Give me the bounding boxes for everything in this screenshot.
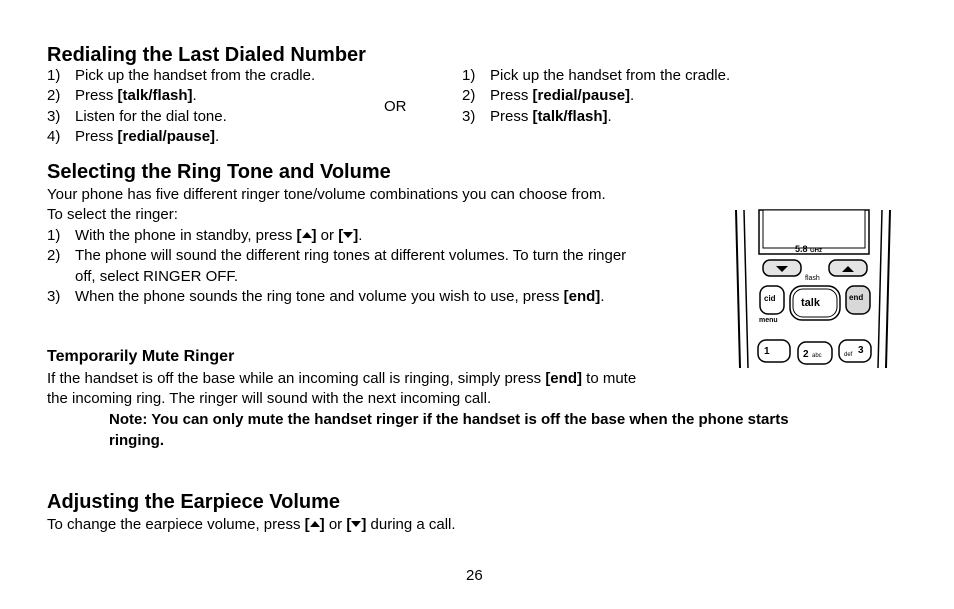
down-arrow-icon (351, 521, 361, 527)
or-separator: OR (384, 98, 407, 115)
ring-tone-intro: Your phone has five different ringer tone/volume combinations you can choose from. (47, 186, 606, 203)
list-item: 2) The phone will sound the different ring tones at different volumes. To turn the ringer off, select RINGER OFF. (47, 247, 627, 285)
band-unit: GHz (810, 248, 822, 254)
section-title-earpiece: Adjusting the Earpiece Volume (47, 491, 341, 513)
to-select-label: To select the ringer: (47, 206, 178, 223)
up-arrow-icon (302, 232, 312, 238)
mute-note: Note: You can only mute the handset ringer if the handset is off the base when the phone starts ringing. (109, 411, 789, 449)
svg-text:abc: abc (812, 353, 822, 359)
down-arrow-icon (343, 232, 353, 238)
list-item: 3) Listen for the dial tone. (47, 107, 227, 125)
svg-text:2: 2 (803, 349, 809, 360)
list-item: 2) Press [redial/pause]. (462, 87, 635, 105)
up-arrow-icon (310, 521, 320, 527)
band-label: 5.8 (795, 244, 808, 254)
handset-illustration (733, 208, 897, 368)
list-item: 4) Press [redial/pause]. (47, 127, 220, 145)
list-item: 3) Press [talk/flash]. (462, 107, 612, 125)
list-item: 1) Pick up the handset from the cradle. (462, 67, 731, 84)
mute-text-line2: the incoming ring. The ringer will sound with the next incoming call. (47, 390, 492, 407)
section-title-ring-tone: Selecting the Ring Tone and Volume (47, 161, 391, 183)
redial-steps-right (462, 66, 802, 127)
svg-text:1: 1 (764, 346, 770, 357)
mute-text-line1: If the handset is off the base while an incoming call is ringing, simply press [end] to mute (47, 370, 637, 387)
earpiece-text: To change the earpiece volume, press [ ] or [ ] during a call. (47, 516, 456, 533)
list-item: 3) When the phone sounds the ring tone and volume you wish to use, press [end]. (47, 287, 605, 305)
flash-label: flash (805, 275, 820, 282)
section-title-redialing: Redialing the Last Dialed Number (47, 44, 366, 66)
subsection-title-mute: Temporarily Mute Ringer (47, 348, 235, 365)
svg-text:def: def (844, 352, 853, 358)
page-number: 26 (466, 567, 483, 584)
svg-text:3: 3 (858, 345, 864, 356)
list-item: 1) With the phone in standby, press [ ] or [ ]. (47, 227, 363, 244)
redial-steps-left (47, 66, 377, 147)
menu-label: menu (759, 317, 778, 324)
list-item: 2) Press [talk/flash]. (47, 87, 197, 105)
key-3-icon (839, 340, 871, 362)
ring-tone-steps (47, 226, 727, 307)
cid-label: cid (764, 294, 776, 303)
list-item: 1) Pick up the handset from the cradle. (47, 67, 316, 84)
talk-label: talk (801, 297, 820, 309)
key-1-icon (758, 340, 790, 362)
end-label: end (849, 293, 864, 302)
